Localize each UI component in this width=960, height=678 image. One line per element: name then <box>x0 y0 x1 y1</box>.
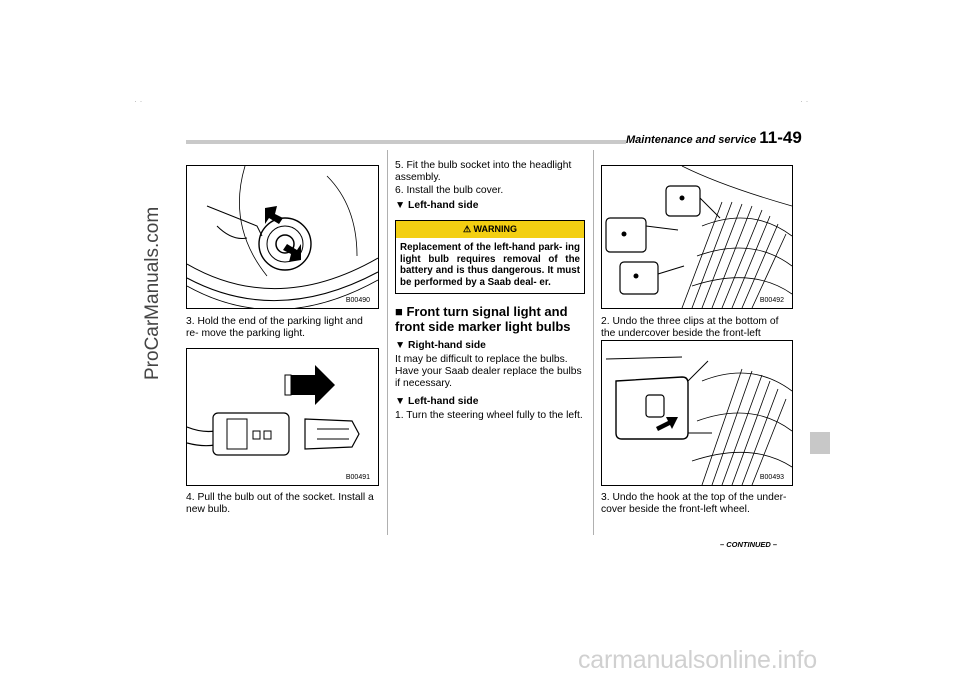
side-watermark: ProCarManuals.com <box>142 206 163 380</box>
subheading: ▼ Left-hand side <box>395 395 479 407</box>
subheading: ▼ Left-hand side <box>395 199 479 211</box>
page-header <box>626 128 802 148</box>
warning-title: WARNING <box>473 224 518 235</box>
continued-marker: – CONTINUED – <box>720 540 778 549</box>
section-title: Maintenance and service <box>626 134 757 146</box>
header-rule <box>186 140 626 144</box>
step-text: 5. Fit the bulb socket into the headlight assembly. <box>395 160 572 184</box>
bottom-watermark: carmanualsonline.info <box>578 646 818 674</box>
warning-box <box>395 220 585 293</box>
section-heading: ■ Front turn signal light and front side marker light bulbs <box>395 303 571 334</box>
figure-code: B00491 <box>345 474 370 481</box>
crop-mark: · · <box>800 96 809 106</box>
step-text: 4. Pull the bulb out of the socket. Install a new bulb. <box>186 492 374 516</box>
step-text: 3. Hold the end of the parking light and re- move the parking light. <box>186 316 363 340</box>
undercover-hook-illustration <box>602 341 792 485</box>
chapter-thumb-tab <box>810 432 830 454</box>
step-text: 6. Install the bulb cover. <box>395 184 504 196</box>
column-divider <box>593 150 594 535</box>
figure-code: B00490 <box>345 297 370 304</box>
step-text: 2. Undo the three clips at the bottom of the undercover beside the front-left <box>601 316 779 340</box>
figure-undercover-clips <box>601 165 793 309</box>
warning-triangle-icon: ⚠ <box>462 224 472 235</box>
bulb-socket-illustration <box>187 349 378 485</box>
column-2 <box>395 160 585 422</box>
step-text: 3. Undo the hook at the top of the under- cover beside the front-left wheel. <box>601 492 787 516</box>
undercover-clips-illustration <box>602 166 792 308</box>
page-number: 11-49 <box>759 128 802 147</box>
figure-code: B00493 <box>759 474 784 481</box>
column-divider <box>387 150 388 535</box>
subheading: ▼ Right-hand side <box>395 339 486 351</box>
warning-text: Replacement of the left-hand park- ing light bulb requires removal of the battery and is thus dangerous. It must be performed by a Saab deal- er. <box>400 242 580 288</box>
warning-header <box>396 221 584 238</box>
body-text: It may be difficult to replace the bulbs. Have your Saab dealer replace the bulbs if necessary. <box>395 353 582 390</box>
figure-bulb-socket <box>186 348 379 486</box>
crop-mark: · · <box>134 96 143 106</box>
figure-undercover-hook <box>601 340 793 486</box>
step-text: 1. Turn the steering wheel fully to the left. <box>395 410 583 422</box>
figure-parking-light <box>186 165 379 309</box>
figure-code: B00492 <box>759 297 784 304</box>
parking-light-illustration <box>187 166 378 308</box>
